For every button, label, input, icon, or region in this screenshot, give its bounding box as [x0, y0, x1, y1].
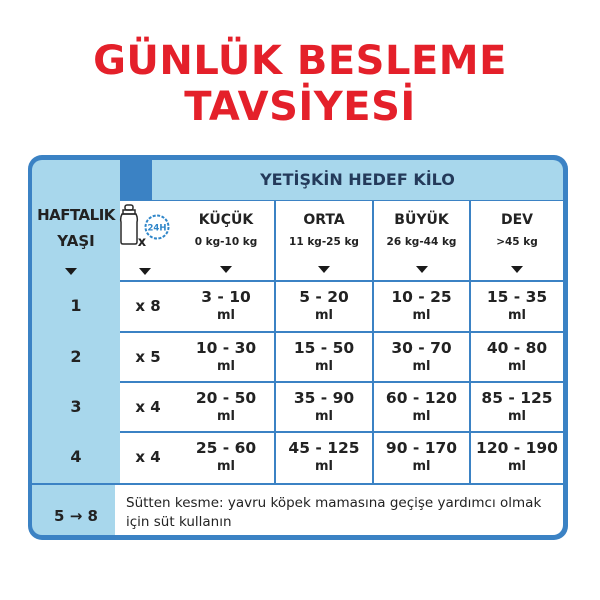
amount-range: 10 - 25: [391, 288, 452, 306]
amount-unit: ml: [507, 359, 526, 374]
amount-unit: ml: [314, 409, 333, 424]
feedings-header-arrow: [139, 268, 151, 275]
amount-unit: ml: [412, 359, 431, 374]
column-arrow: [318, 266, 330, 273]
amount-range: 30 - 70: [391, 339, 452, 357]
feedings-count: x 8: [135, 297, 161, 315]
amount-range: 85 - 125: [481, 389, 553, 407]
amount-range: 120 - 190: [476, 439, 558, 457]
amount-unit: ml: [412, 459, 431, 474]
last-week-label: 5 → 8: [54, 507, 98, 525]
amount-unit: ml: [412, 308, 431, 323]
amount-unit: ml: [314, 359, 333, 374]
column-weight-range: >45 kg: [496, 236, 538, 248]
week-header-line1: HAFTALIK: [37, 206, 115, 224]
feedings-count: x 5: [135, 348, 161, 366]
amount-unit: ml: [507, 459, 526, 474]
amount-unit: ml: [314, 308, 333, 323]
week-header-arrow: [65, 268, 77, 275]
amount-range: 20 - 50: [195, 389, 257, 407]
amount-unit: ml: [412, 409, 431, 424]
column-arrow: [511, 266, 523, 273]
feedings-count: x 4: [135, 448, 161, 466]
feedings-count: x 4: [135, 398, 161, 416]
amount-range: 45 - 125: [288, 439, 360, 457]
column-weight-range: 0 kg-10 kg: [194, 236, 258, 248]
amount-range: 3 - 10: [201, 288, 251, 306]
column-name: ORTA: [303, 212, 345, 228]
amount-range: 90 - 170: [385, 439, 458, 457]
column-arrow: [220, 266, 232, 273]
amount-unit: ml: [216, 459, 235, 474]
amount-range: 10 - 30: [195, 339, 257, 357]
column-name: BÜYÜK: [394, 212, 449, 228]
column-name: KÜÇÜK: [198, 212, 254, 228]
amount-range: 5 - 20: [299, 288, 349, 306]
left-header-cell: [32, 160, 120, 200]
week-number: 3: [70, 397, 82, 416]
clock-label: 24H: [147, 223, 167, 234]
amount-unit: ml: [216, 409, 235, 424]
week-number: 4: [70, 447, 82, 466]
table-header: YETİŞKİN HEDEF KİLO: [260, 170, 455, 189]
amount-unit: ml: [507, 409, 526, 424]
amount-range: 25 - 60: [195, 439, 257, 457]
page-title: GÜNLÜK BESLEME TAVSİYESİ: [93, 38, 507, 130]
column-weight-range: 11 kg-25 kg: [289, 236, 359, 248]
amount-unit: ml: [507, 308, 526, 323]
amount-unit: ml: [216, 308, 235, 323]
x-mark: x: [137, 235, 147, 250]
amount-range: 60 - 120: [385, 389, 458, 407]
amount-range: 15 - 50: [293, 339, 355, 357]
column-weight-range: 26 kg-44 kg: [386, 236, 457, 248]
week-number: 1: [70, 296, 82, 315]
week-number: 2: [70, 347, 82, 366]
column-name: DEV: [500, 212, 534, 228]
amount-range: 40 - 80: [486, 339, 548, 357]
amount-range: 15 - 35: [486, 288, 548, 306]
column-arrow: [416, 266, 428, 273]
amount-range: 35 - 90: [293, 389, 355, 407]
amount-unit: ml: [314, 459, 333, 474]
amount-unit: ml: [216, 359, 235, 374]
weaning-note: Sütten kesme: yavru köpek mamasına geçişe yardımcı olmak için süt kullanın: [126, 495, 542, 530]
week-header-line2: YAŞI: [57, 232, 95, 250]
